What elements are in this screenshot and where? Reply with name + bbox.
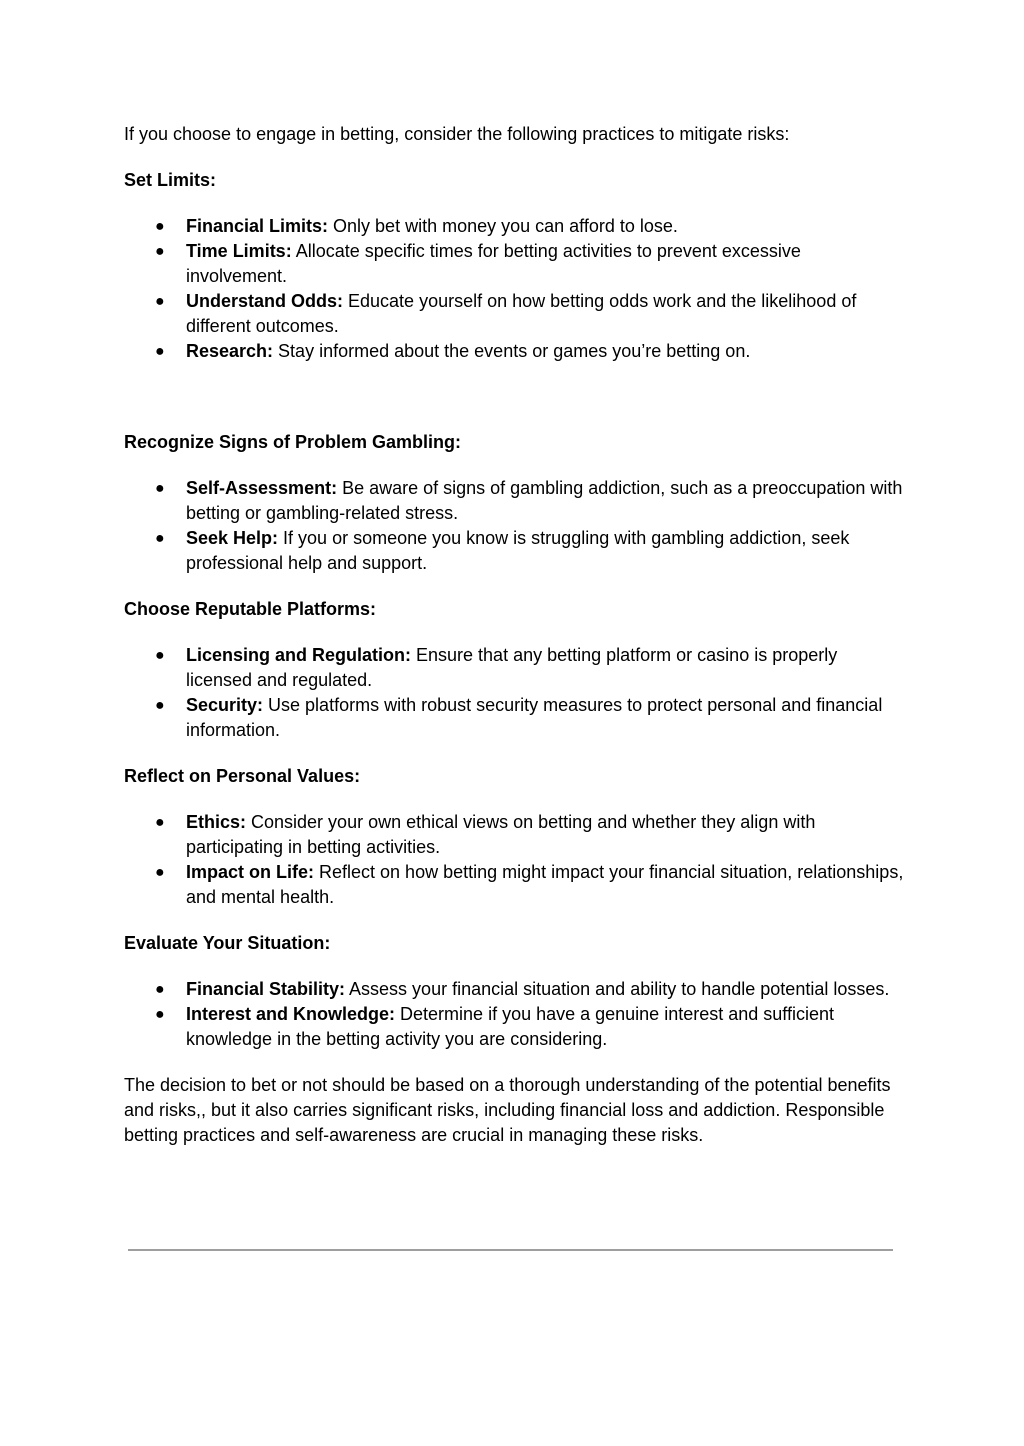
item-term: Security: [186, 695, 264, 715]
item-text: Allocate specific times for betting activities to prevent excessive involvement. [186, 241, 801, 286]
section-heading-reputable-platforms: Choose Reputable Platforms: [124, 599, 377, 619]
bullet-list-evaluate-situation [124, 977, 904, 1052]
item-term: Interest and Knowledge: [186, 1004, 396, 1024]
bullet-list-reputable-platforms [124, 643, 904, 743]
list-item [124, 214, 904, 239]
list-item [124, 526, 904, 576]
conclusion-paragraph: The decision to bet or not should be based on a thorough understanding of the potential benefits and risks,, but it also carries significant risks, including financial loss and addiction. Responsible betting practices and self-awareness are crucial in managing these risks. [124, 1075, 891, 1145]
item-term: Ethics: [186, 812, 247, 832]
list-item [124, 810, 904, 860]
list-item [124, 476, 904, 526]
section-heading-personal-values: Reflect on Personal Values: [124, 766, 361, 786]
bullet-icon: ● [155, 530, 165, 547]
item-text: Reflect on how betting might impact your financial situation, relationships, and mental health. [186, 862, 904, 907]
bullet-icon: ● [155, 480, 165, 497]
list-item [124, 693, 904, 743]
bullet-icon: ● [155, 864, 165, 881]
item-text: Stay informed about the events or games you’re betting on. [273, 341, 751, 361]
bullet-icon: ● [155, 814, 165, 831]
bullet-list-problem-gambling [124, 476, 904, 576]
item-text: Ensure that any betting platform or casino is properly licensed and regulated. [186, 645, 838, 690]
bullet-icon: ● [155, 293, 165, 310]
bullet-icon: ● [155, 243, 165, 260]
item-text: Only bet with money you can afford to lose. [328, 216, 678, 236]
bullet-list-personal-values [124, 810, 904, 910]
item-text: Assess your financial situation and ability to handle potential losses. [345, 979, 890, 999]
item-text: If you or someone you know is struggling with gambling addiction, seek professional help and support. [186, 528, 850, 573]
list-item [124, 860, 904, 910]
item-term: Seek Help: [186, 528, 279, 548]
horizontal-rule [128, 1249, 893, 1251]
item-term: Impact on Life: [186, 862, 315, 882]
item-term: Financial Limits: [186, 216, 329, 236]
bullet-icon: ● [155, 343, 165, 360]
section-heading-set-limits: Set Limits: [124, 170, 217, 190]
item-term: Licensing and Regulation: [186, 645, 412, 665]
bullet-icon: ● [155, 981, 165, 998]
list-item [124, 1002, 904, 1052]
item-term: Research: [186, 341, 274, 361]
section-heading-problem-gambling: Recognize Signs of Problem Gambling: [124, 432, 462, 452]
list-item [124, 289, 904, 339]
bullet-icon: ● [155, 218, 165, 235]
item-term: Understand Odds: [186, 291, 344, 311]
item-text: Educate yourself on how betting odds work and the likelihood of different outcomes. [186, 291, 857, 336]
list-item [124, 643, 904, 693]
item-text: Use platforms with robust security measures to protect personal and financial information. [186, 695, 883, 740]
item-text: Consider your own ethical views on betting and whether they align with participating in betting activities. [186, 812, 816, 857]
bullet-icon: ● [155, 697, 165, 714]
item-term: Self-Assessment: [186, 478, 338, 498]
item-term: Financial Stability: [186, 979, 346, 999]
item-text: Be aware of signs of gambling addiction, such as a preoccupation with betting or gambling-related stress. [186, 478, 903, 523]
list-item [124, 977, 904, 1002]
bullet-icon: ● [155, 1006, 165, 1023]
intro-paragraph: If you choose to engage in betting, consider the following practices to mitigate risks: [124, 124, 790, 144]
list-item [124, 339, 904, 364]
bullet-icon: ● [155, 647, 165, 664]
list-item [124, 239, 904, 289]
item-text: Determine if you have a genuine interest and sufficient knowledge in the betting activity you are considering. [186, 1004, 834, 1049]
blank-space [124, 385, 904, 430]
document-page [124, 122, 904, 1148]
bullet-list-set-limits [124, 214, 904, 364]
section-heading-evaluate-situation: Evaluate Your Situation: [124, 933, 331, 953]
item-term: Time Limits: [186, 241, 292, 261]
